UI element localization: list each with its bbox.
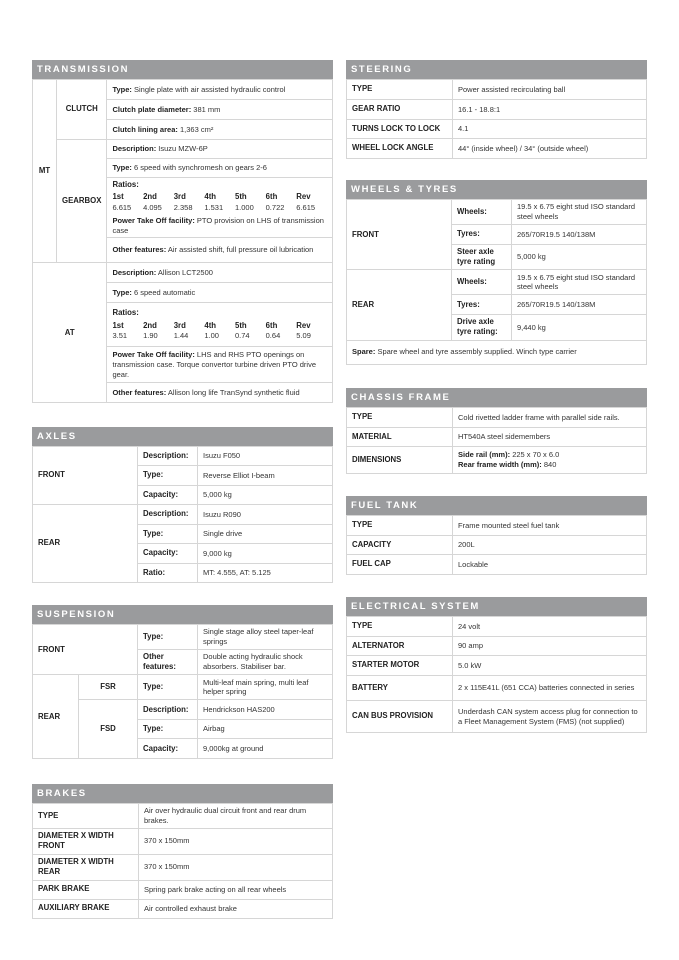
- table-cell: Type:: [138, 525, 198, 544]
- table-cell: 5.09: [296, 331, 311, 341]
- table-cell: 6th: [265, 192, 278, 202]
- transmission-section: [32, 60, 333, 403]
- field-label: Type:: [112, 84, 132, 94]
- wheels-section: [346, 180, 647, 365]
- table-cell: TURNS LOCK TO LOCK: [347, 120, 453, 139]
- field-label: Clutch plate diameter:: [112, 104, 192, 114]
- field-label: Description:: [112, 267, 157, 277]
- table-cell: Single stage alloy steel taper-leaf springs: [198, 625, 333, 650]
- susp-front-label: FRONT: [33, 625, 138, 675]
- clutch-area: [107, 120, 333, 140]
- table-cell: 19.5 x 6.75 eight stud ISO standard steel wheels: [512, 270, 647, 295]
- table-cell: Spring park brake acting on all rear wheels: [139, 880, 333, 899]
- table-cell: 0.74: [235, 331, 250, 341]
- table-cell: GEAR RATIO: [347, 100, 453, 120]
- table-cell: Wheels:: [452, 200, 512, 225]
- chassis-section: [346, 388, 647, 474]
- field-value: Single plate with air assisted hydraulic control: [133, 84, 286, 94]
- table-cell: 24 volt: [453, 617, 647, 637]
- table-cell: 2nd: [143, 320, 157, 330]
- at-type: [107, 283, 333, 303]
- table-cell: Description:: [138, 505, 198, 525]
- field-label: Side rail (mm):: [458, 450, 511, 460]
- table-cell: 19.5 x 6.75 eight stud ISO standard steel wheels: [512, 200, 647, 225]
- table-cell: Type:: [138, 675, 198, 700]
- table-cell: REAR: [347, 270, 452, 340]
- table-cell: 16.1 - 18.8:1: [453, 100, 647, 120]
- clutch-type: [107, 80, 333, 100]
- table-cell: 5,000 kg: [198, 486, 333, 505]
- table-cell: Ratio:: [138, 564, 198, 583]
- fuel-header: FUEL TANK: [346, 496, 647, 515]
- table-cell: FSR: [79, 675, 138, 700]
- field-label: Other features:: [112, 245, 167, 255]
- table-cell: PARK BRAKE: [33, 880, 139, 899]
- table-cell: 4th: [204, 320, 217, 330]
- suspension-table: [32, 624, 333, 759]
- at-description: [107, 263, 333, 283]
- table-cell: Air controlled exhaust brake: [139, 899, 333, 918]
- table-cell: Capacity:: [138, 739, 198, 759]
- brakes-section: [32, 784, 333, 919]
- axles-table: [32, 446, 333, 583]
- table-cell: 5th: [235, 320, 247, 330]
- table-cell: TYPE: [33, 804, 139, 829]
- field-label: Other features:: [112, 387, 167, 397]
- table-cell: Description:: [138, 700, 198, 720]
- field-label: Clutch lining area:: [112, 124, 178, 134]
- field-value: 6 speed automatic: [133, 287, 196, 297]
- table-cell: Tyres:: [452, 225, 512, 245]
- table-cell: 1.531: [204, 202, 224, 212]
- table-cell: STARTER MOTOR: [347, 656, 453, 676]
- suspension-header: SUSPENSION: [32, 605, 333, 624]
- table-cell: Type:: [138, 625, 198, 650]
- table-cell: 6th: [265, 320, 278, 330]
- field-value: LHS and RHS PTO openings on transmission case. Torque convertor turbine driven PTO drive gear.: [112, 350, 317, 379]
- table-cell: 5.0 kW: [453, 656, 647, 676]
- axle-front-label: FRONT: [33, 447, 138, 505]
- table-cell: Type:: [138, 720, 198, 739]
- table-cell: Drive axle tyre rating:: [452, 315, 512, 340]
- field-label: Rear frame width (mm):: [458, 460, 542, 469]
- table-cell: Underdash CAN system access plug for connection to a Fleet Management System (FMS) (not supplied): [453, 701, 647, 733]
- table-cell: Type:: [138, 466, 198, 486]
- table-cell: Frame mounted steel fuel tank: [453, 516, 647, 536]
- suspension-section: [32, 605, 333, 759]
- field-label: Power Take Off facility:: [112, 350, 195, 360]
- field-value: 6 speed with synchromesh on gears 2-6: [133, 163, 267, 173]
- field-label: Power Take Off facility:: [112, 215, 195, 225]
- table-cell: Rev: [296, 192, 311, 202]
- table-cell: 0.64: [265, 331, 281, 341]
- table-cell: Hendrickson HAS200: [198, 700, 333, 720]
- table-cell: Air over hydraulic dual circuit front and rear drum brakes.: [139, 804, 333, 829]
- table-cell: TYPE: [347, 80, 453, 100]
- table-cell: 4.1: [453, 120, 647, 139]
- table-cell: 265/70R19.5 140/138M: [512, 225, 647, 245]
- table-cell: Lockable: [453, 555, 647, 575]
- field-value: PTO provision on LHS of transmission case: [112, 215, 324, 235]
- field-value: Allison LCT2500: [157, 267, 213, 277]
- table-cell: Multi-leaf main spring, multi leaf helper spring: [198, 675, 333, 700]
- chassis-table: [346, 407, 647, 474]
- clutch-diameter: [107, 100, 333, 120]
- table-cell: Wheels:: [452, 270, 512, 295]
- table-cell: 44° (inside wheel) / 34° (outside wheel): [453, 139, 647, 159]
- field-label: Spare:: [352, 347, 376, 357]
- table-cell: [453, 447, 647, 474]
- table-cell: 4.095: [143, 202, 162, 212]
- field-value: 225 x 70 x 6.0: [512, 450, 560, 460]
- table-cell: 370 x 150mm: [139, 854, 333, 880]
- table-cell: Isuzu R090: [198, 505, 333, 525]
- table-cell: ALTERNATOR: [347, 637, 453, 656]
- at-pto: [107, 347, 333, 383]
- table-cell: Rev: [296, 320, 311, 330]
- field-label: Type:: [112, 287, 132, 297]
- gearbox-type: [107, 159, 333, 178]
- table-cell: TYPE: [347, 516, 453, 536]
- susp-rear-label: REAR: [33, 675, 79, 759]
- axle-rear-label: REAR: [33, 505, 138, 583]
- table-cell: BATTERY: [347, 676, 453, 701]
- field-value: Spare wheel and tyre assembly supplied. Winch type carrier: [377, 347, 577, 357]
- table-cell: 1.90: [143, 331, 158, 341]
- table-cell: 90 amp: [453, 637, 647, 656]
- table-cell: 3.51: [112, 331, 128, 341]
- table-cell: WHEEL LOCK ANGLE: [347, 139, 453, 159]
- field-value: 840: [543, 460, 557, 469]
- wheels-header: WHEELS & TYRES: [346, 180, 647, 199]
- table-cell: FUEL CAP: [347, 555, 453, 575]
- chassis-header: CHASSIS FRAME: [346, 388, 647, 407]
- table-cell: DIMENSIONS: [347, 447, 453, 474]
- axles-section: [32, 427, 333, 583]
- table-cell: 6.615: [296, 202, 316, 212]
- table-cell: Capacity:: [138, 544, 198, 564]
- brakes-table: [32, 803, 333, 919]
- table-cell: 4th: [204, 192, 217, 202]
- gearbox-label: GEARBOX: [57, 140, 107, 263]
- at-ratios: Ratios: 1st 2nd 3rd 4th 5th 6th Rev 3.51 1.90 1.44 1.00 0.74 0.64 5.09: [107, 303, 333, 347]
- mt-ratios-label: Ratios:: [112, 180, 139, 189]
- table-cell: 1st: [112, 320, 124, 330]
- table-cell: 0.722: [265, 202, 285, 212]
- steering-header: STEERING: [346, 60, 647, 79]
- table-cell: Reverse Elliot I-beam: [198, 466, 333, 486]
- table-cell: 3rd: [173, 320, 186, 330]
- table-cell: Description:: [138, 447, 198, 466]
- table-cell: Isuzu F050: [198, 447, 333, 466]
- table-cell: MATERIAL: [347, 428, 453, 447]
- field-value: 1,363 cm²: [179, 124, 214, 134]
- table-cell: FRONT: [347, 200, 452, 270]
- table-cell: Power assisted recirculating ball: [453, 80, 647, 100]
- spare-row: [347, 340, 647, 364]
- table-cell: DIAMETER X WIDTH FRONT: [33, 828, 139, 854]
- wheels-table: [346, 199, 647, 365]
- table-cell: 1.000: [235, 202, 254, 212]
- mt-pto: [112, 216, 327, 236]
- table-cell: 5,000 kg: [512, 245, 647, 270]
- table-cell: 9,000 kg: [198, 544, 333, 564]
- transmission-table: [32, 79, 333, 403]
- table-cell: CAPACITY: [347, 536, 453, 555]
- table-cell: 370 x 150mm: [139, 828, 333, 854]
- table-cell: 1.44: [173, 331, 189, 341]
- table-cell: 9,000kg at ground: [198, 739, 333, 759]
- steering-section: [346, 60, 647, 159]
- table-cell: HT540A steel sidemembers: [453, 428, 647, 447]
- electrical-header: ELECTRICAL SYSTEM: [346, 597, 647, 616]
- axles-header: AXLES: [32, 427, 333, 446]
- table-cell: 1.00: [204, 331, 219, 341]
- table-cell: Steer axle tyre rating: [452, 245, 512, 270]
- field-value: 381 mm: [193, 104, 221, 114]
- table-cell: Single drive: [198, 525, 333, 544]
- table-cell: TYPE: [347, 617, 453, 637]
- brakes-header: BRAKES: [32, 784, 333, 803]
- table-cell: AUXILIARY BRAKE: [33, 899, 139, 918]
- electrical-section: [346, 597, 647, 733]
- clutch-label: CLUTCH: [57, 80, 107, 140]
- electrical-table: [346, 616, 647, 733]
- table-cell: 265/70R19.5 140/138M: [512, 295, 647, 315]
- table-cell: Cold rivetted ladder frame with parallel side rails.: [453, 408, 647, 428]
- mt-other-features: [107, 238, 333, 263]
- field-label: Description:: [112, 144, 157, 154]
- gearbox-description: [107, 140, 333, 159]
- table-cell: Airbag: [198, 720, 333, 739]
- at-other-features: [107, 383, 333, 403]
- field-label: Type:: [112, 163, 132, 173]
- table-cell: 9,440 kg: [512, 315, 647, 340]
- table-cell: DIAMETER X WIDTH REAR: [33, 854, 139, 880]
- table-cell: Other features:: [138, 650, 198, 675]
- steering-table: [346, 79, 647, 159]
- table-cell: Capacity:: [138, 486, 198, 505]
- transmission-header: TRANSMISSION: [32, 60, 333, 79]
- fuel-section: [346, 496, 647, 575]
- table-cell: 6.615: [112, 202, 132, 212]
- table-cell: 2 x 115E41L (651 CCA) batteries connected in series: [453, 676, 647, 701]
- field-value: Isuzu MZW-6P: [158, 144, 208, 154]
- table-cell: 200L: [453, 536, 647, 555]
- table-cell: TYPE: [347, 408, 453, 428]
- table-cell: 3rd: [173, 192, 186, 202]
- table-cell: CAN BUS PROVISION: [347, 701, 453, 733]
- field-value: Air assisted shift, full pressure oil lubrication: [167, 245, 314, 255]
- table-cell: Tyres:: [452, 295, 512, 315]
- table-cell: 1st: [112, 192, 124, 202]
- mt-ratios: [107, 178, 333, 238]
- table-cell: FSD: [79, 700, 138, 759]
- at-label: AT: [33, 263, 107, 403]
- fuel-table: [346, 515, 647, 575]
- table-cell: 2nd: [143, 192, 157, 202]
- table-cell: 2.358: [173, 202, 193, 212]
- table-cell: MT: 4.555, AT: 5.125: [198, 564, 333, 583]
- table-cell: Double acting hydraulic shock absorbers. Stabiliser bar.: [198, 650, 333, 675]
- field-value: Allison long life TranSynd synthetic fluid: [167, 387, 300, 397]
- mt-label: MT: [33, 80, 57, 263]
- table-cell: 5th: [235, 192, 247, 202]
